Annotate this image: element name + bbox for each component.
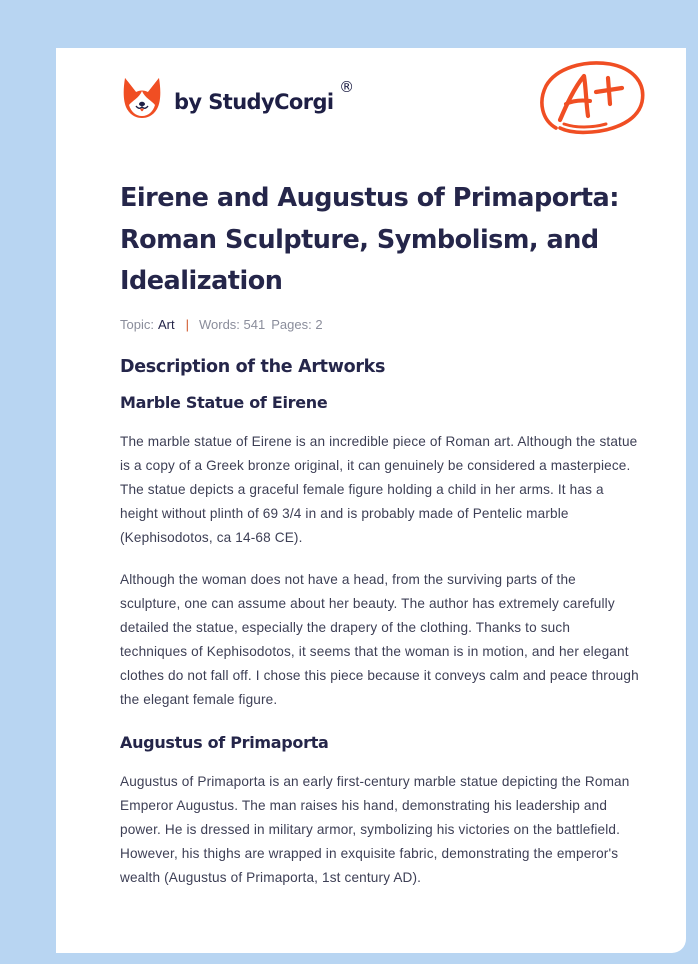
word-count: Words: 541: [198, 317, 266, 332]
corgi-icon: [122, 76, 162, 120]
brand-text: by StudyCorgi: [174, 90, 334, 114]
paragraph: Augustus of Primaporta is an early first-century marble statue depicting the Roman Emperor Augustus. The man raises his hand, demonstrating his leadership and power. He is dressed in military armor, symbolizing his victories on the battlefield. However, his thighs are wrapped in exquisite fabric, demonstrating the emperor's wealth (Augustus of Primaporta, 1st century AD).: [120, 773, 630, 885]
topic-link[interactable]: Art: [157, 317, 175, 332]
registered-mark: ®: [339, 78, 354, 96]
paragraph: Although the woman does not have a head, from the surviving parts of the sculpture, one can assume about her beauty. The author has extremely carefully detailed the statue, especially the drapery of the clothing. Thanks to such techniques of Kephisodotos, it seems that the woman is in motion, and her elegant clothes do not fall off. I chose this piece because it conveys calm and peace through the elegant female figure.: [120, 571, 639, 707]
subsection-heading-eirene: Marble Statue of Eirene: [120, 392, 328, 412]
page-count: Pages: 2: [271, 317, 323, 332]
topic-label: Topic:: [120, 317, 154, 332]
studycorgi-logo[interactable]: [122, 76, 354, 120]
a-plus-badge-icon: [536, 58, 648, 140]
brand-name: [174, 78, 354, 114]
article-meta: [120, 316, 640, 334]
section-heading: Description of the Artworks: [120, 356, 386, 377]
article-content: [120, 178, 640, 890]
meta-separator: |: [185, 317, 189, 332]
subsection-heading-augustus: Augustus of Primaporta: [120, 732, 329, 752]
article-title: Eirene and Augustus of Primaporta: Roman Sculpture, Symbolism, and Idealization: [120, 183, 619, 296]
paragraph: The marble statue of Eirene is an incredible piece of Roman art. Although the statue is a copy of a Greek bronze original, it can genuinely be considered a masterpiece. The statue depicts a graceful female figure holding a child in her arms. It has a height without plinth of 69 3/4 in and is probably made of Pentelic marble (Kephisodotos, ca 14-68 CE).: [120, 433, 638, 545]
page-header: [56, 48, 686, 168]
document-card: [56, 48, 686, 953]
